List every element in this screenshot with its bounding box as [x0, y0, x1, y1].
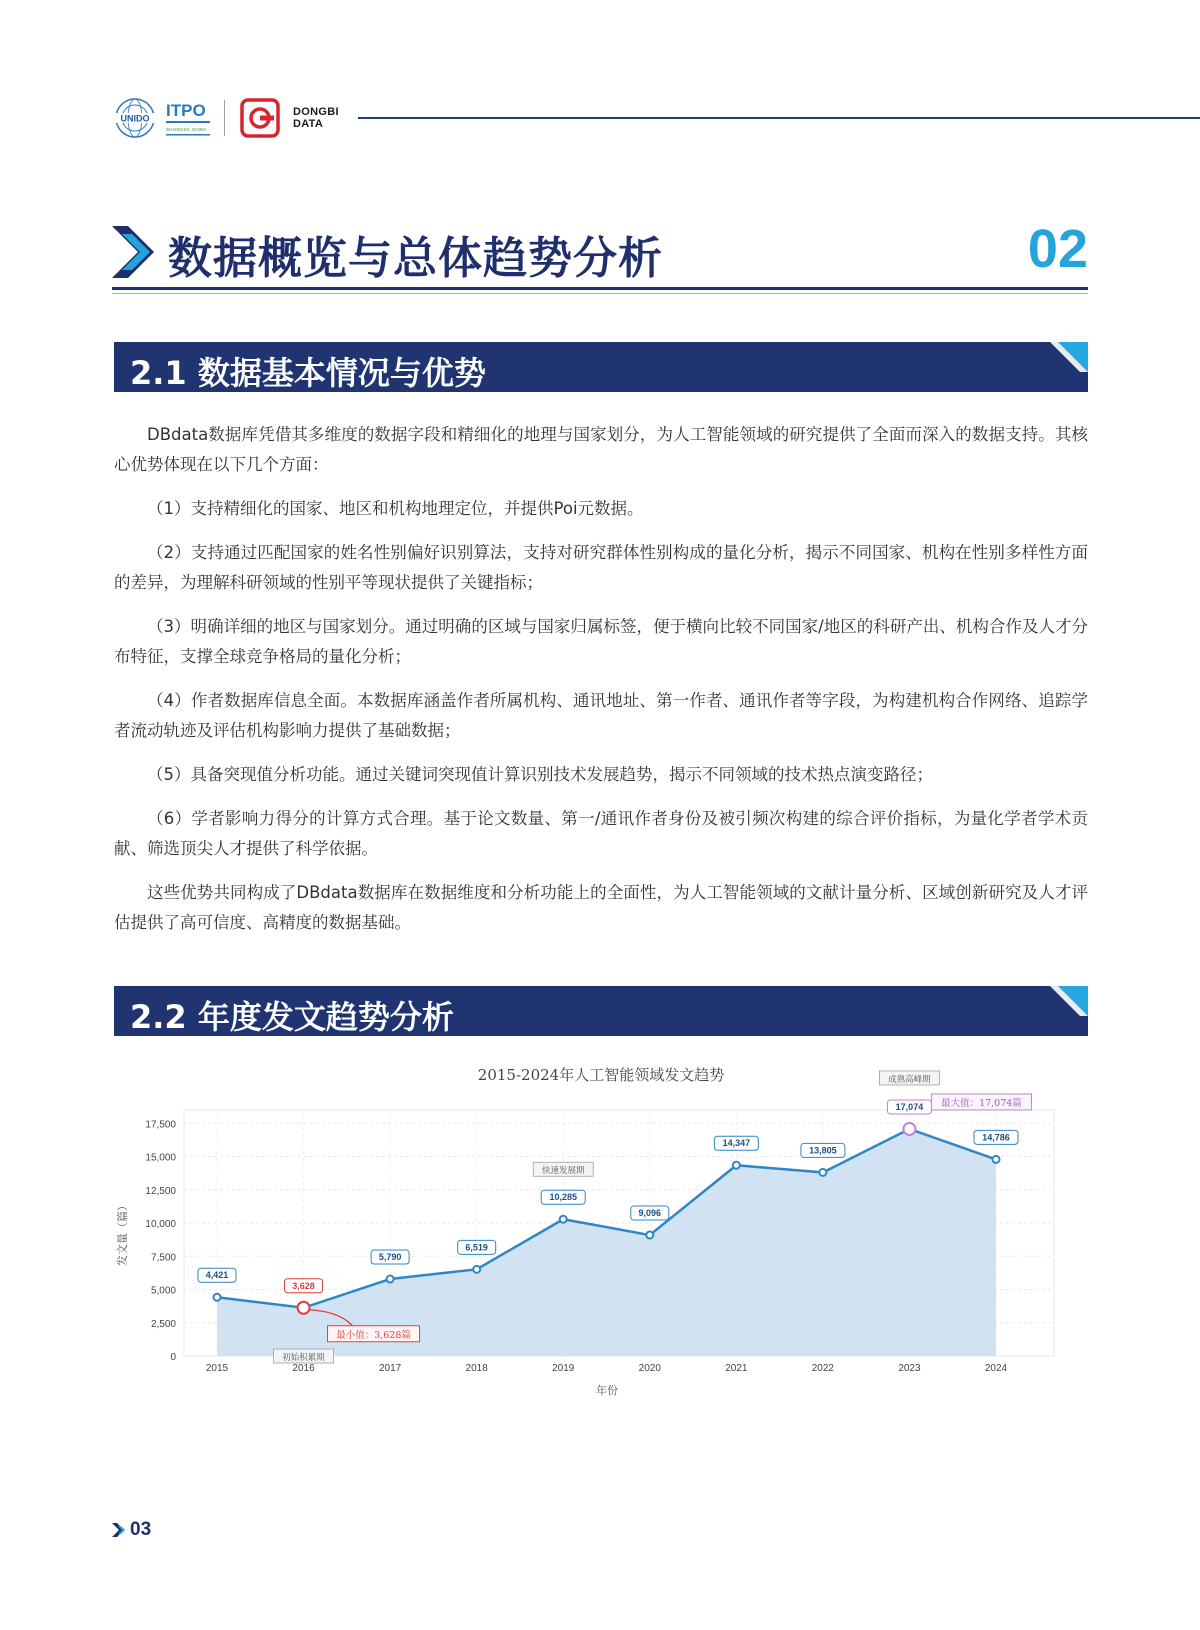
paragraph-item-3: （3）明确详细的地区与国家划分。通过明确的区域与国家归属标签，便于横向比较不同国家/地区的科研产出、机构合作及人才分布特征，支撑全球竞争格局的量化分析；: [114, 617, 1088, 666]
y-tick-label: 2,500: [150, 1318, 176, 1330]
data-label: 14,347: [722, 1138, 751, 1149]
x-axis-label: 年份: [596, 1384, 618, 1397]
chapter-rule: [112, 287, 1088, 290]
chevron-right-icon: [112, 1522, 128, 1538]
corner-accent-icon: [1058, 986, 1088, 1016]
x-tick-label: 2019: [552, 1363, 575, 1374]
paragraph-item-4: （4）作者数据库信息全面。本数据库涵盖作者所属机构、通讯地址、第一作者、通讯作者等字段，为构建机构合作网络、追踪学者流动轨迹及评估机构影响力提供了基础数据；: [114, 691, 1088, 740]
double-chevron-icon: [112, 226, 162, 278]
max-annotation: 最大值：17,074篇: [941, 1097, 1022, 1109]
paragraph-summary: 这些优势共同构成了DBdata数据库在数据维度和分析功能上的全面性，为人工智能领域的文献计量分析、区域创新研究及人才评估提供了高可信度、高精度的数据基础。: [114, 883, 1088, 932]
x-tick-label: 2018: [465, 1363, 488, 1374]
x-tick-label: 2022: [811, 1363, 835, 1374]
section-title: 2.2 年度发文趋势分析: [130, 998, 454, 1036]
x-tick-label: 2017: [378, 1363, 402, 1374]
chart-title: 2015-2024年人工智能领域发文趋势: [477, 1066, 725, 1084]
page-number: 03: [130, 1519, 152, 1540]
y-axis-label: 发文量（篇）: [116, 1200, 129, 1266]
svg-text:SHANGHAI, CHINA: SHANGHAI, CHINA: [166, 127, 207, 132]
svg-text:ITPO: ITPO: [166, 101, 206, 120]
data-label: 4,421: [205, 1270, 229, 1281]
logo-divider: [224, 100, 225, 136]
data-label: 10,285: [549, 1192, 577, 1203]
phase-label: 快速发展期: [541, 1166, 585, 1177]
logo-group: [112, 96, 339, 140]
paragraph-item-5: （5）具备突现值分析功能。通过关键词突现值计算识别技术发展趋势，揭示不同领域的技术热点演变路径；: [147, 765, 933, 784]
data-point: [560, 1216, 567, 1223]
data-point: [819, 1169, 826, 1176]
x-tick-label: 2020: [638, 1363, 661, 1374]
data-label: 13,805: [809, 1145, 837, 1156]
data-point: [993, 1156, 1000, 1163]
data-label: 6,519: [465, 1242, 488, 1253]
x-tick-label: 2021: [725, 1363, 748, 1374]
data-point: [473, 1266, 480, 1273]
y-tick-label: 12,500: [145, 1185, 176, 1197]
y-tick-label: 10,000: [145, 1219, 176, 1231]
data-point: [903, 1123, 915, 1135]
svg-text:UNIDO: UNIDO: [120, 113, 150, 124]
x-tick-label: 2016: [292, 1363, 315, 1374]
paragraph-item-6: （6）学者影响力得分的计算方式合理。基于论文数量、第一/通讯作者身份及被引频次构建的综合评价指标，为量化学者学术贡献、筛选顶尖人才提供了科学依据。: [114, 809, 1088, 858]
y-tick-label: 7,500: [150, 1252, 176, 1264]
section-body: [114, 420, 1088, 952]
paragraph-intro: DBdata数据库凭借其多维度的数据字段和精细化的地理与国家划分，为人工智能领域的研究提供了全面而深入的数据支持。其核心优势体现在以下几个方面：: [114, 425, 1088, 474]
x-tick-label: 2023: [898, 1363, 921, 1374]
section-title: 2.1 数据基本情况与优势: [130, 354, 486, 392]
data-point: [298, 1302, 310, 1314]
x-tick-label: 2024: [984, 1363, 1008, 1374]
paragraph-item-1: （1）支持精细化的国家、地区和机构地理定位，并提供Poi元数据。: [147, 499, 644, 518]
data-point: [387, 1276, 394, 1283]
y-tick-label: 0: [170, 1352, 176, 1363]
chapter-number: 02: [1027, 219, 1088, 279]
brand-line-2: DATA: [293, 118, 324, 130]
dongbi-logo: [239, 97, 281, 139]
data-point: [214, 1294, 221, 1301]
y-tick-label: 15,000: [145, 1152, 176, 1164]
data-label: 17,074: [895, 1101, 924, 1112]
page-footer: [112, 1518, 151, 1542]
itpo-logo: [164, 96, 212, 140]
data-point: [733, 1162, 740, 1169]
section-heading-2-1: [114, 342, 1088, 392]
x-tick-label: 2015: [205, 1363, 229, 1374]
page-header: [112, 96, 1200, 144]
data-label: 14,786: [982, 1132, 1010, 1143]
trend-chart: [114, 1066, 1088, 1452]
brand-line-1: DONGBI: [293, 106, 339, 118]
chapter-rule-thin: [112, 293, 1088, 294]
data-label: 5,790: [378, 1252, 402, 1263]
corner-accent-icon: [1058, 342, 1088, 372]
chapter-heading: [112, 218, 1088, 288]
min-annotation: 最小值：3,628篇: [336, 1329, 411, 1341]
chapter-title: 数据概览与总体趋势分析: [168, 233, 663, 284]
section-heading-2-2: [114, 986, 1088, 1036]
data-point: [646, 1232, 653, 1239]
unido-logo: [112, 96, 158, 140]
y-tick-label: 5,000: [150, 1285, 176, 1297]
phase-label: 初始积累期: [282, 1353, 325, 1363]
header-rule: [358, 117, 1200, 119]
paragraph-item-2: （2）支持通过匹配国家的姓名性别偏好识别算法，支持对研究群体性别构成的量化分析，揭示不同国家、机构在性别多样性方面的差异，为理解科研领域的性别平等现状提供了关键指标；: [114, 543, 1088, 592]
data-label: 3,628: [292, 1280, 315, 1291]
y-tick-label: 17,500: [145, 1119, 176, 1131]
phase-label: 成熟高峰期: [888, 1074, 931, 1085]
data-label: 9,096: [638, 1208, 662, 1219]
brand-name: [293, 106, 339, 130]
